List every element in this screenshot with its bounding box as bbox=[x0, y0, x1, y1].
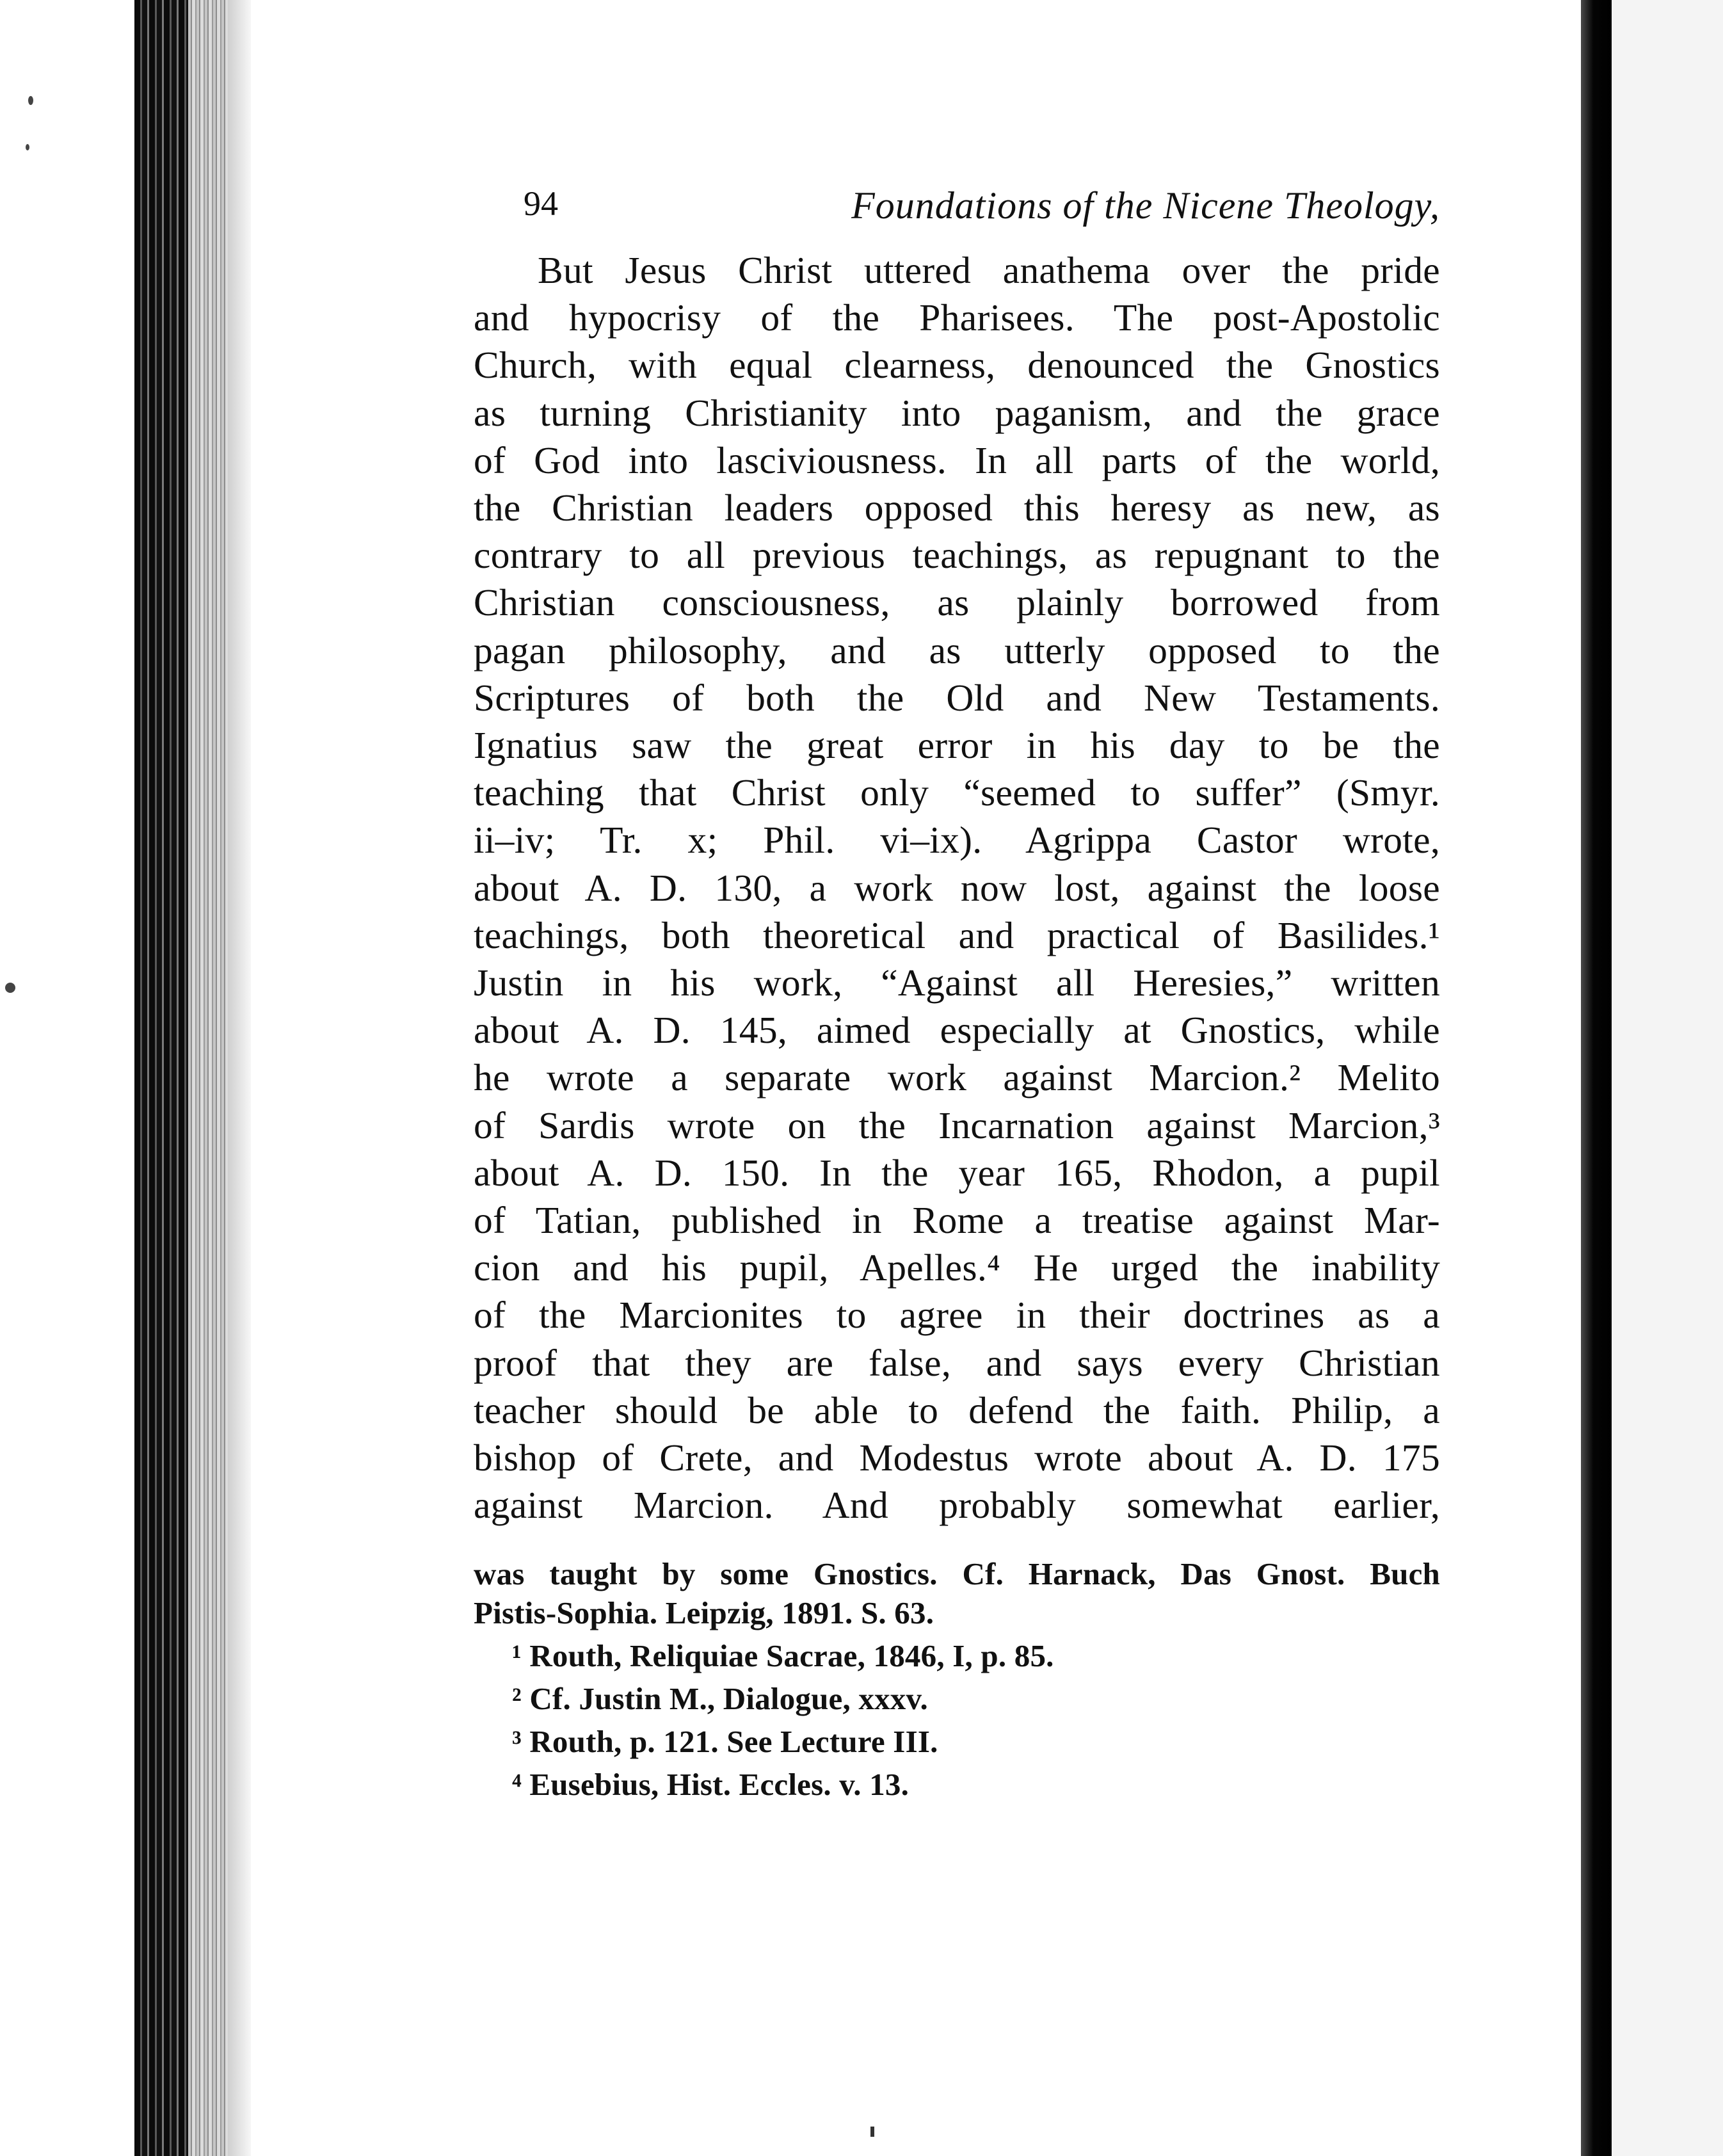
text-line: Church, with equal clearness, denounced the Gnostics bbox=[474, 344, 1440, 387]
text-line: teachings, both theoretical and practical of Basilides.¹ bbox=[474, 913, 1440, 956]
scan-speck bbox=[26, 144, 29, 150]
text-line: and hypocrisy of the Pharisees. The post-Apostolic bbox=[474, 296, 1440, 339]
running-title: Foundations of the Nicene Theology, bbox=[851, 184, 1440, 227]
text-line: pagan philosophy, and as utterly opposed to the bbox=[474, 629, 1440, 672]
scan-speck bbox=[28, 96, 33, 105]
text-line: about A. D. 150. In the year 165, Rhodon, a pupil bbox=[474, 1151, 1440, 1194]
footnote-4: ⁴ Eusebius, Hist. Eccles. v. 13. bbox=[512, 1767, 910, 1803]
text-line: teacher should be able to defend the faith. Philip, a bbox=[474, 1388, 1440, 1431]
running-head bbox=[474, 176, 1440, 246]
facing-page-edge bbox=[1612, 0, 1723, 2156]
book-page-edges bbox=[134, 0, 188, 2156]
text-line: Christian consciousness, as plainly borrowed from bbox=[474, 581, 1440, 624]
body-text bbox=[474, 246, 1440, 1529]
text-line: Justin in his work, “Against all Heresies,” written bbox=[474, 961, 1440, 1004]
text-line: contrary to all previous teachings, as repugnant to the bbox=[474, 534, 1440, 577]
text-line: as turning Christianity into paganism, and the grace bbox=[474, 391, 1440, 434]
text-line: he wrote a separate work against Marcion.² Melito bbox=[474, 1056, 1440, 1099]
footnote-1: ¹ Routh, Reliquiae Sacrae, 1846, I, p. 85. bbox=[512, 1638, 1054, 1674]
scan-speck bbox=[870, 2127, 874, 2137]
text-line: of God into lasciviousness. In all parts of the world, bbox=[474, 438, 1440, 481]
text-line: of the Marcionites to agree in their doctrines as a bbox=[474, 1294, 1440, 1337]
book-page-edges-light bbox=[188, 0, 228, 2156]
scan-margin-left bbox=[0, 0, 128, 2156]
text-line: the Christian leaders opposed this heresy as new, as bbox=[474, 487, 1440, 529]
text-line: teaching that Christ only “seemed to suffer” (Smyr. bbox=[474, 771, 1440, 814]
book-page bbox=[474, 176, 1440, 1804]
text-line: of Sardis wrote on the Incarnation against Marcion,³ bbox=[474, 1104, 1440, 1146]
text-line: about A. D. 145, aimed especially at Gnostics, while bbox=[474, 1009, 1440, 1052]
page-shadow bbox=[228, 0, 251, 2156]
footnote-continuation-line: Pistis-Sophia. Leipzig, 1891. S. 63. bbox=[474, 1595, 934, 1631]
footnote-2: ² Cf. Justin M., Dialogue, xxxv. bbox=[512, 1681, 928, 1717]
text-line: bishop of Crete, and Modestus wrote about A. D. 175 bbox=[474, 1436, 1440, 1479]
footnotes bbox=[474, 1554, 1440, 1804]
page-number: 94 bbox=[524, 184, 558, 223]
book-gutter bbox=[1581, 0, 1612, 2156]
scan-speck bbox=[5, 983, 15, 993]
text-line: against Marcion. And probably somewhat earlier, bbox=[474, 1484, 1440, 1527]
footnote-3: ³ Routh, p. 121. See Lecture III. bbox=[512, 1724, 938, 1760]
text-line: of Tatian, published in Rome a treatise against Mar- bbox=[474, 1199, 1440, 1242]
text-line: ii–iv; Tr. x; Phil. vi–ix). Agrippa Castor wrote, bbox=[474, 819, 1440, 862]
text-line: Scriptures of both the Old and New Testaments. bbox=[474, 676, 1440, 719]
text-line: about A. D. 130, a work now lost, against the loose bbox=[474, 866, 1440, 909]
text-line: cion and his pupil, Apelles.⁴ He urged the inability bbox=[474, 1246, 1440, 1289]
text-line: Ignatius saw the great error in his day to be the bbox=[474, 724, 1440, 767]
text-line: proof that they are false, and says every Christian bbox=[474, 1341, 1440, 1384]
text-line: But Jesus Christ uttered anathema over the pride bbox=[538, 249, 1440, 291]
footnote-continuation-line: was taught by some Gnostics. Cf. Harnack, Das Gnost. Buch bbox=[474, 1556, 1440, 1592]
